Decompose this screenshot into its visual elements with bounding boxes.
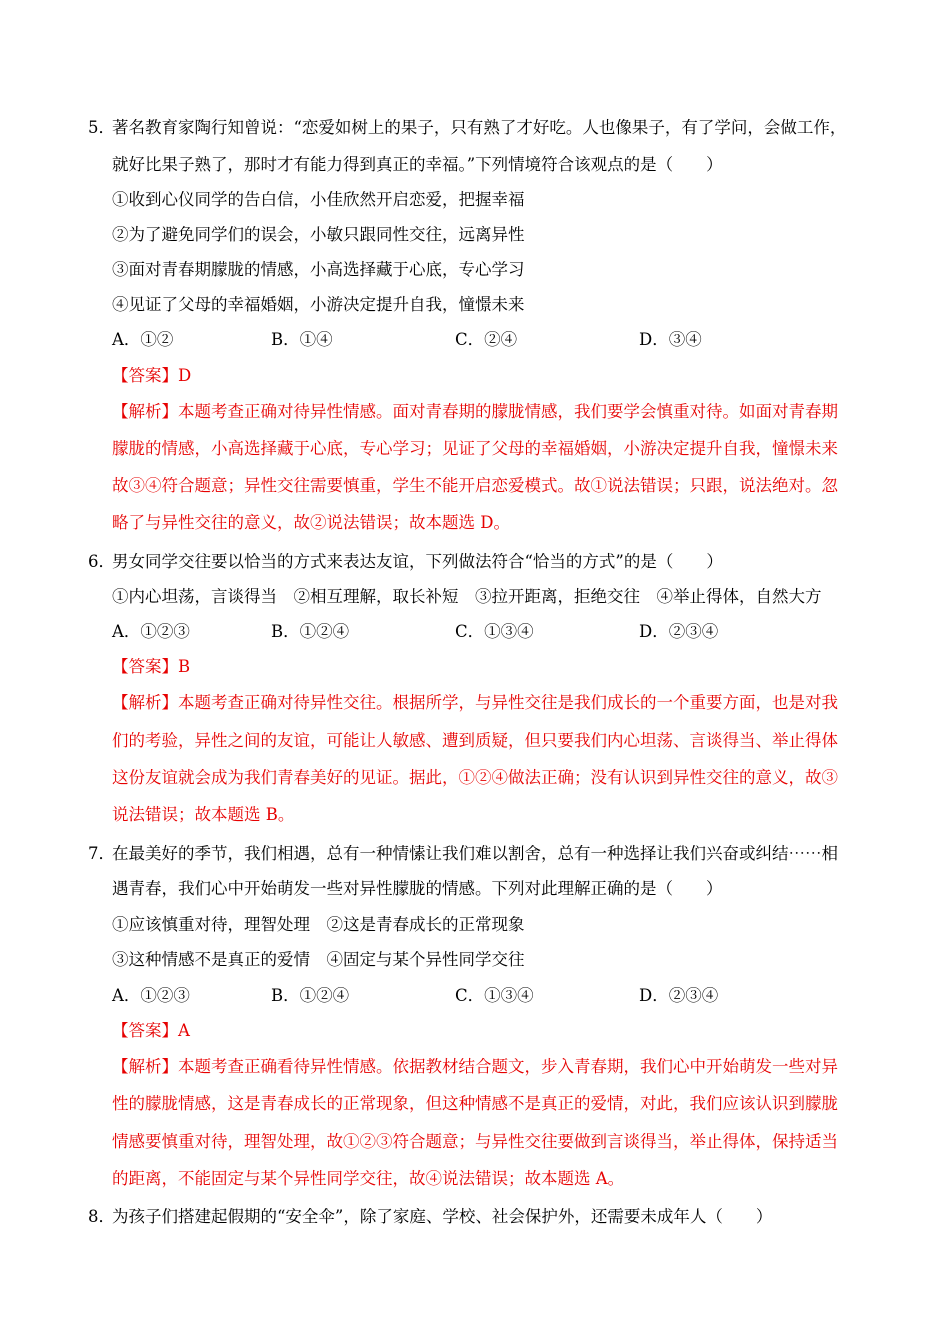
question-number: 7． <box>88 844 115 863</box>
analysis-line <box>112 401 838 423</box>
answer-line <box>112 365 191 387</box>
statement-item: ①内心坦荡，言谈得当 ②相互理解，取长补短 ③拉开距离，拒绝交往 ④举止得体，自然大方 <box>112 587 822 606</box>
option-c: C．②④ <box>455 330 518 349</box>
statement-item: ①应该慎重对待，理智处理 ②这是青春成长的正常现象 <box>112 915 525 934</box>
question-stem-line: 就好比果子熟了，那时才有能力得到真正的幸福。”下列情境符合该观点的是（ ） <box>112 155 723 174</box>
analysis-line: 略了与异性交往的意义，故②说法错误；故本题选 D。 <box>112 513 510 532</box>
analysis-line: 朦胧的情感，小高选择藏于心底，专心学习；见证了父母的幸福婚姻，小游决定提升自我，憧憬未来 <box>112 439 838 458</box>
answer-value: A <box>178 1021 190 1040</box>
option-d: D．②③④ <box>639 622 719 641</box>
answer-label: 【答案】 <box>112 366 178 385</box>
question-stem-line: 在最美好的季节，我们相遇，总有一种情愫让我们难以割舍，总有一种选择让我们兴奋或纠结⋯⋯相 <box>112 844 838 863</box>
option-c: C．①③④ <box>455 986 534 1005</box>
answer-value: B <box>178 657 191 676</box>
answer-line <box>112 656 190 678</box>
statement-item: ②为了避免同学们的误会，小敏只跟同性交往，远离异性 <box>112 225 525 244</box>
option-b: B．①④ <box>271 330 333 349</box>
analysis-text: 本题考查正确看待异性情感。依据教材结合题文，步入青春期，我们心中开始萌发一些对异 <box>178 1057 838 1076</box>
analysis-line <box>112 1056 838 1078</box>
answer-value: D <box>178 366 192 385</box>
analysis-line: 说法错误；故本题选 B。 <box>112 805 295 824</box>
question-number: 5． <box>88 118 115 137</box>
statement-item: ③面对青春期朦胧的情感，小高选择藏于心底，专心学习 <box>112 260 525 279</box>
statement-item: ④见证了父母的幸福婚姻，小游决定提升自我，憧憬未来 <box>112 295 525 314</box>
option-c: C．①③④ <box>455 622 534 641</box>
statement-item: ①收到心仪同学的告白信，小佳欣然开启恋爱，把握幸福 <box>112 190 525 209</box>
question-stem-line: 男女同学交往要以恰当的方式来表达友谊，下列做法符合“恰当的方式”的是（ ） <box>112 552 723 571</box>
question-stem-line: 为孩子们搭建起假期的“安全伞”，除了家庭、学校、社会保护外，还需要未成年人（ ） <box>112 1207 773 1226</box>
analysis-label: 【解析】 <box>112 402 178 421</box>
option-b: B．①②④ <box>271 986 350 1005</box>
analysis-line: 这份友谊就会成为我们青春美好的见证。据此，①②④做法正确；没有认识到异性交往的意义，故③ <box>112 768 838 787</box>
option-d: D．②③④ <box>639 986 719 1005</box>
answer-label: 【答案】 <box>112 1021 178 1040</box>
question-stem-line: 著名教育家陶行知曾说：“恋爱如树上的果子，只有熟了才好吃。人也像果子，有了学问，会做工作， <box>112 118 847 137</box>
option-b: B．①②④ <box>271 622 350 641</box>
analysis-text: 本题考查正确对待异性交往。根据所学，与异性交往是我们成长的一个重要方面，也是对我 <box>178 693 838 712</box>
question-stem-line: 遇青春，我们心中开始萌发一些对异性朦胧的情感。下列对此理解正确的是（ ） <box>112 879 723 898</box>
analysis-line: 情感要慎重对待，理智处理，故①②③符合题意；与异性交往要做到言谈得当，举止得体，保持适当 <box>112 1132 838 1151</box>
answer-line <box>112 1020 190 1042</box>
analysis-label: 【解析】 <box>112 1057 178 1076</box>
analysis-line: 们的考验，异性之间的友谊，可能让人敏感、遭到质疑，但只要我们内心坦荡、言谈得当、举止得体 <box>112 731 838 750</box>
statement-item: ③这种情感不是真正的爱情 ④固定与某个异性同学交往 <box>112 950 525 969</box>
analysis-line: 的距离，不能固定与某个异性同学交往，故④说法错误；故本题选 A。 <box>112 1169 625 1188</box>
option-a: A．①②③ <box>112 622 190 641</box>
option-a: A．①②③ <box>112 986 190 1005</box>
analysis-text: 本题考查正确对待异性情感。面对青春期的朦胧情感，我们要学会慎重对待。如面对青春期 <box>178 402 838 421</box>
option-d: D．③④ <box>639 330 702 349</box>
analysis-label: 【解析】 <box>112 693 178 712</box>
question-number: 6． <box>88 552 115 571</box>
answer-label: 【答案】 <box>112 657 178 676</box>
question-number: 8． <box>88 1207 115 1226</box>
analysis-line: 性的朦胧情感，这是青春成长的正常现象，但这种情感不是真正的爱情，对此，我们应该认识到朦胧 <box>112 1094 838 1113</box>
analysis-line: 故③④符合题意；异性交往需要慎重，学生不能开启恋爱模式。故①说法错误；只跟，说法绝对。忽 <box>112 476 838 495</box>
option-a: A．①② <box>112 330 174 349</box>
analysis-line <box>112 692 838 714</box>
